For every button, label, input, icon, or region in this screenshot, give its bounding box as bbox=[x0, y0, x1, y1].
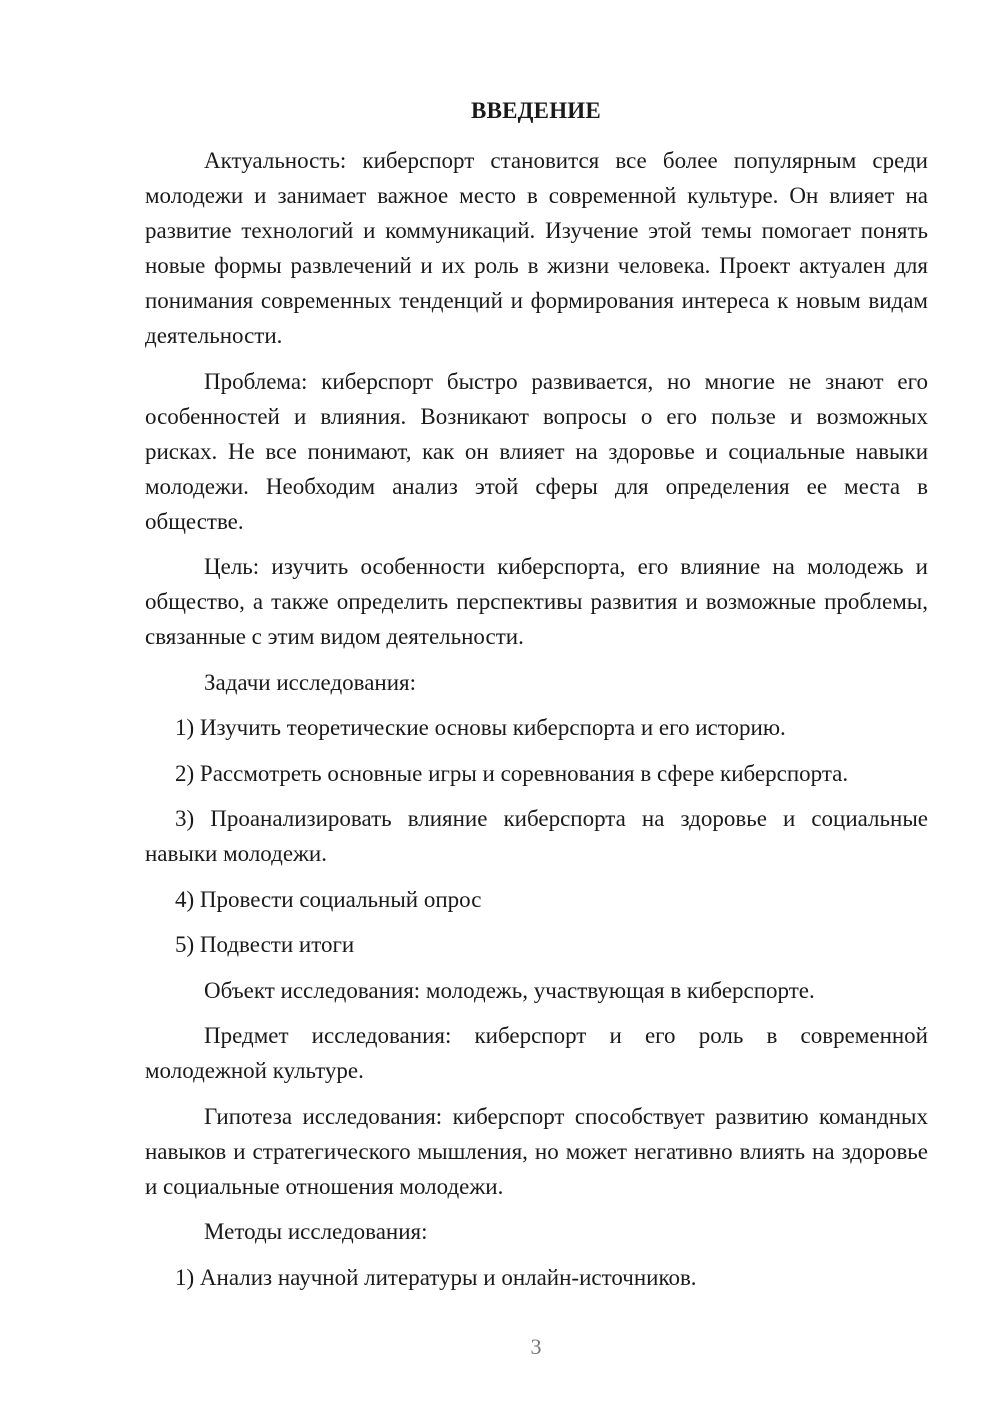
subject-paragraph: Предмет исследования: киберспорт и его роль в современной молодежной культуре. bbox=[145, 1023, 928, 1083]
task-item: 3) Проанализировать влияние киберспорта на здоровье и социальные навыки молодежи. bbox=[145, 806, 928, 866]
page-body bbox=[145, 143, 928, 1305]
object-paragraph: Объект исследования: молодежь, участвующая в киберспорте. bbox=[204, 977, 815, 1003]
problem-paragraph: Проблема: киберспорт быстро развивается, но многие не знают его особенностей и влияния. Возникают вопросы о его пользе и возможных рисках. Не все понимают, как он влияет на здоровье и социальные навыки молодежи. Необходим анализ этой сферы для определения ее места в обществе. bbox=[145, 368, 928, 534]
relevance-paragraph: Актуальность: киберспорт становится все более популярным среди молодежи и занимает важное место в современной культуре. Он влияет на развитие технологий и коммуникаций. Изучение этой темы помогает понять новые формы развлечений и их роль в жизни человека. Проект актуален для понимания современных тенденций и формирования интереса к новым видам деятельности. bbox=[145, 148, 928, 348]
hypothesis-paragraph: Гипотеза исследования: киберспорт способствует развитию командных навыков и стратегического мышления, но может негативно влиять на здоровье и социальные отношения молодежи. bbox=[145, 1103, 928, 1199]
task-item: 1) Изучить теоретические основы киберспорта и его историю. bbox=[175, 715, 786, 740]
section-heading: ВВЕДЕНИЕ bbox=[471, 98, 601, 123]
task-item: 2) Рассмотреть основные игры и соревнования в сфере киберспорта. bbox=[175, 760, 849, 786]
task-item: 5) Подвести итоги bbox=[175, 932, 355, 957]
method-item: 1) Анализ научной литературы и онлайн-источников. bbox=[175, 1264, 697, 1290]
task-item: 4) Провести социальный опрос bbox=[175, 886, 482, 912]
methods-title: Методы исследования: bbox=[204, 1219, 428, 1244]
page-number: 3 bbox=[530, 1334, 542, 1359]
goal-paragraph: Цель: изучить особенности киберспорта, его влияние на молодежь и общество, а также определить перспективы развития и возможные проблемы, связанные с этим видом деятельности. bbox=[145, 554, 928, 649]
tasks-title: Задачи исследования: bbox=[204, 669, 417, 695]
